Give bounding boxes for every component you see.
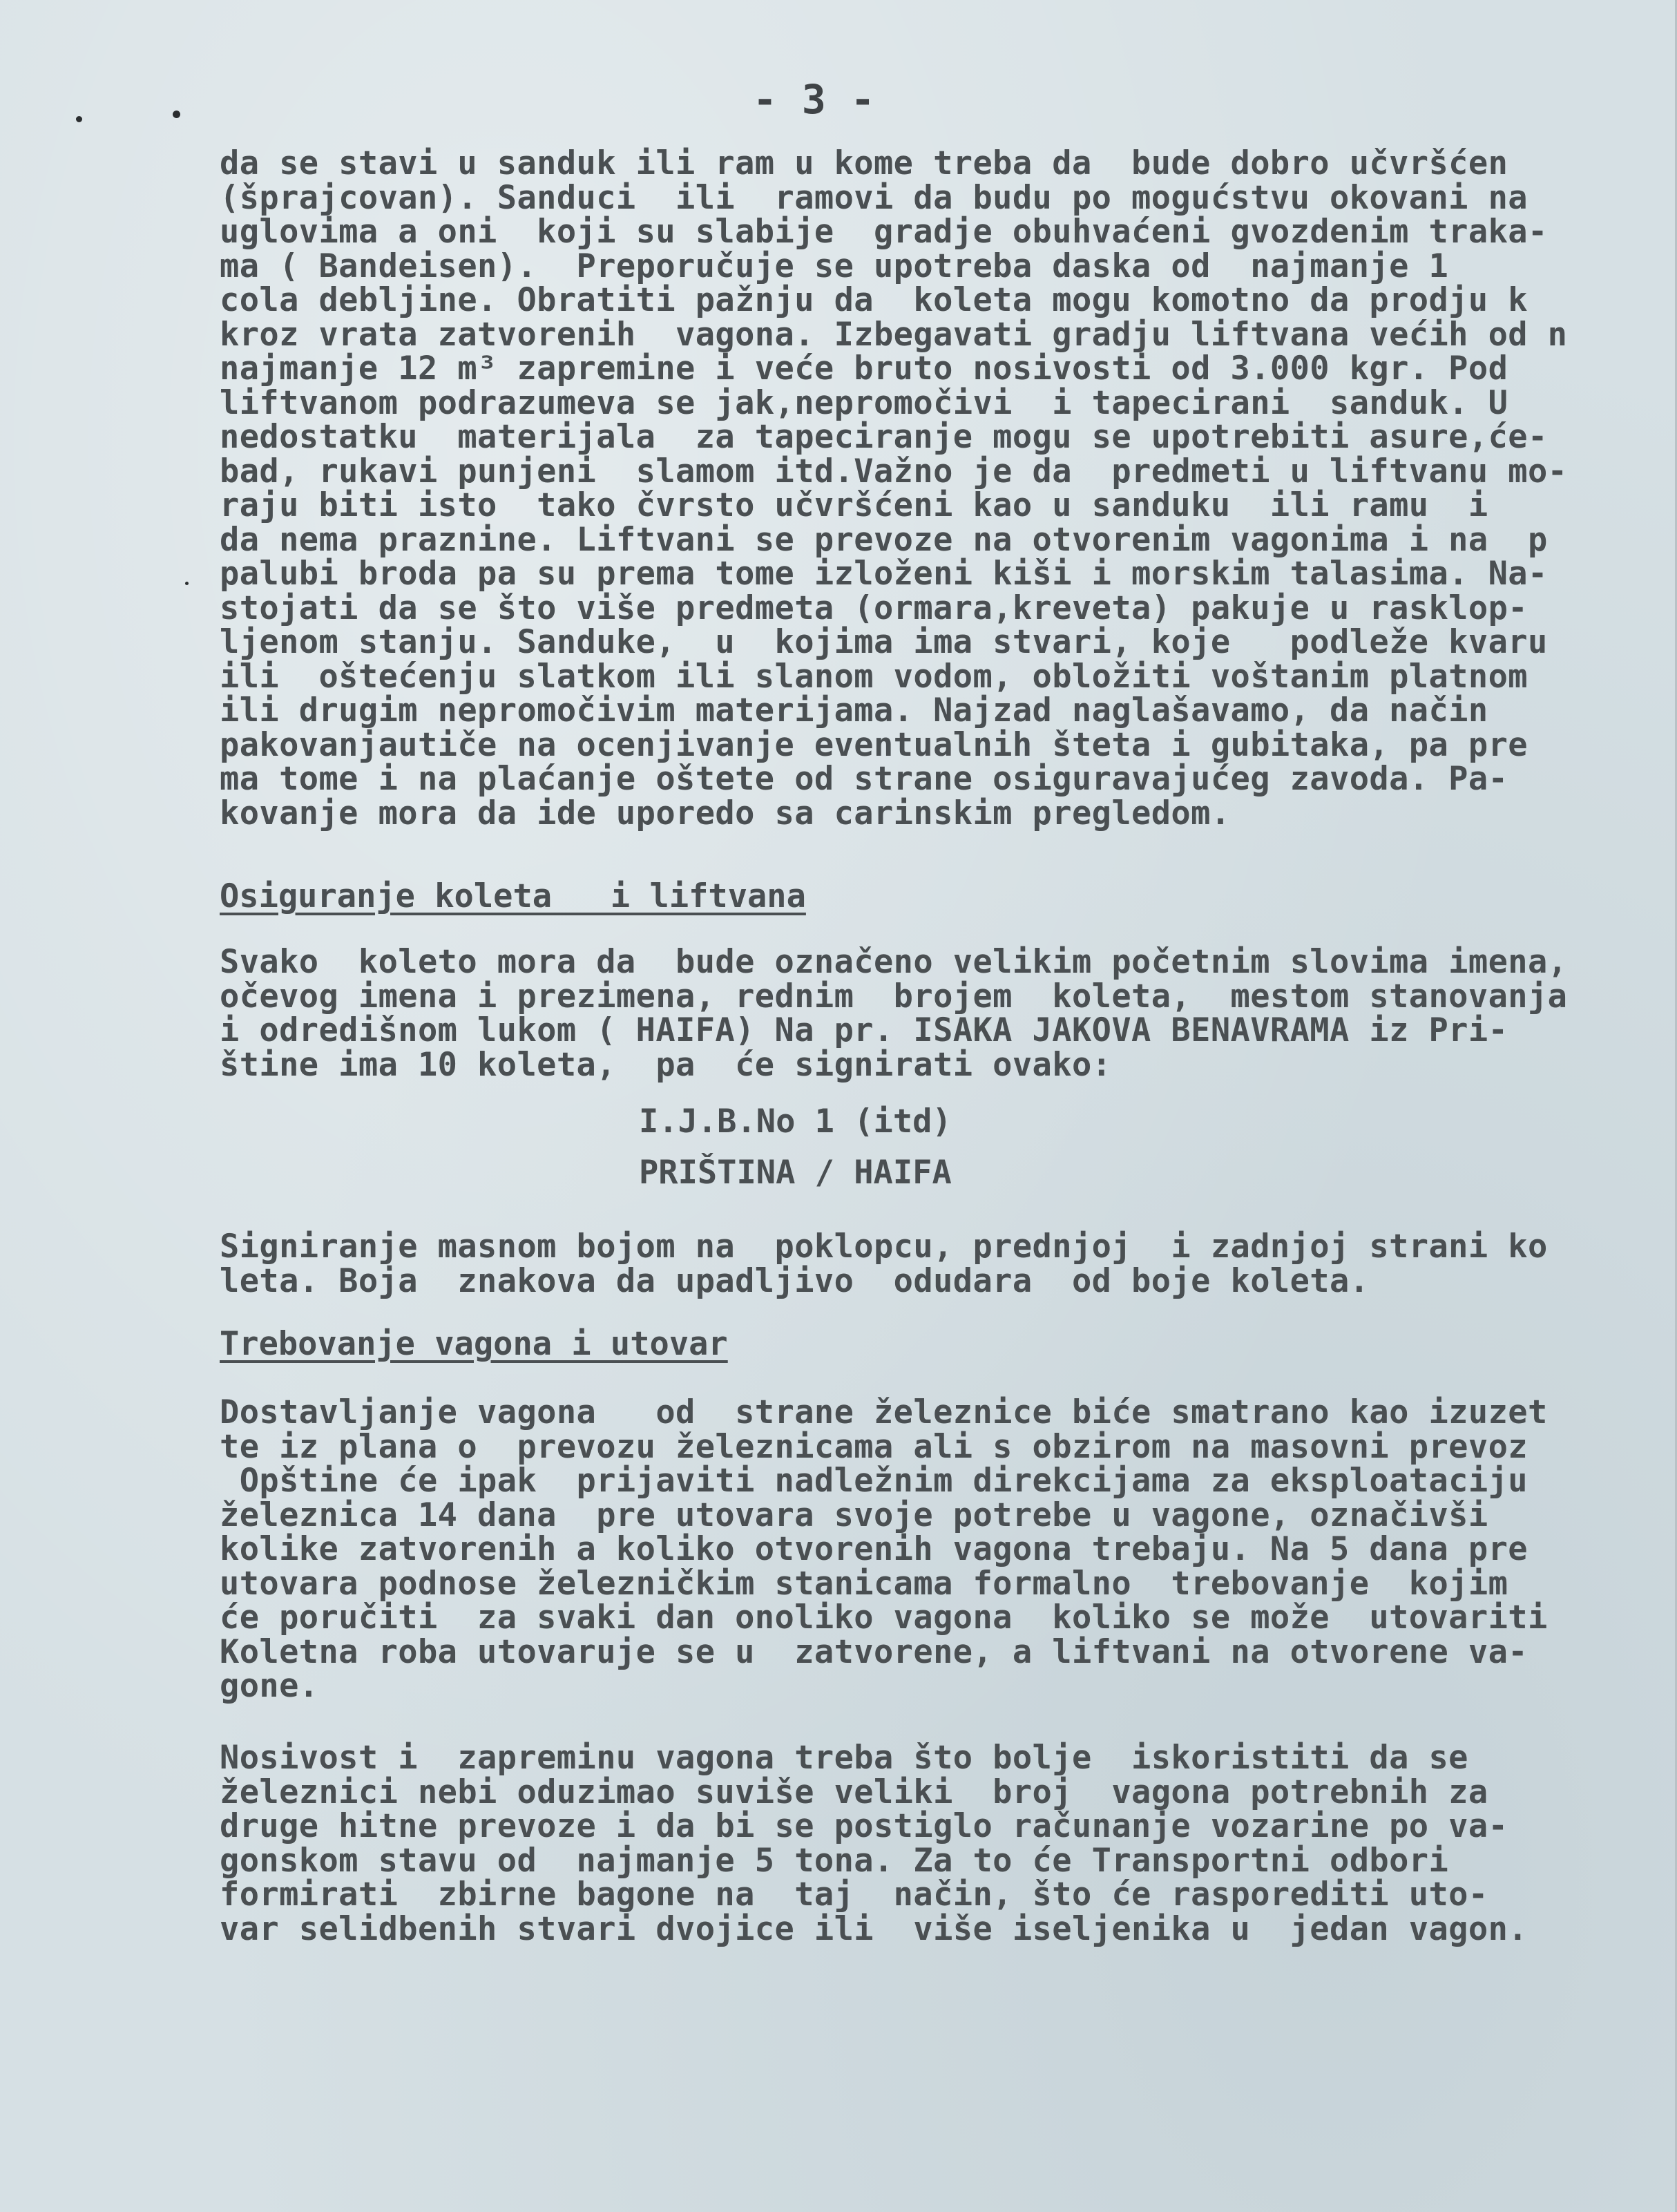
text-line: gonskom stavu od najmanje 5 tona. Za to će Transportni odbori — [220, 1841, 1449, 1880]
page-number: - 3 - — [753, 76, 876, 123]
signature-example-line-2: PRIŠTINA / HAIFA — [639, 1154, 952, 1192]
text-line: železnici nebi oduzimao suviše veliki broj vagona potrebnih za — [220, 1773, 1488, 1811]
text-line: će poručiti za svaki dan onoliko vagona koliko se može utovariti — [220, 1599, 1548, 1637]
text-line: uglovima a oni koji su slabije gradje obuhvaćeni gvozdenim traka- — [220, 213, 1548, 251]
text-line: palubi broda pa su prema tome izloženi kiši i morskim talasima. Na- — [220, 555, 1548, 593]
text-line: leta. Boja znakova da upadljivo odudara od boje koleta. — [220, 1261, 1370, 1300]
paragraph-2 — [220, 945, 1656, 1082]
text-line: i odredišnom lukom ( HAIFA) Na pr. ISAKA JAKOVA BENAVRAMA iz Pri- — [220, 1011, 1508, 1049]
text-line: ljenom stanju. Sanduke, u kojima ima stvari, koje podleže kvaru — [220, 623, 1548, 661]
text-line: železnica 14 dana pre utovara svoje potrebe u vagone, označivši — [220, 1496, 1488, 1534]
paragraph-4 — [220, 1395, 1656, 1704]
text-line: te iz plana o prevozu železnicama ali s obzirom na masovni prevoz — [220, 1427, 1528, 1466]
text-line: štine ima 10 koleta, pa će signirati ovako: — [220, 1045, 1112, 1084]
text-line: ma ( Bandeisen). Preporučuje se upotreba daska od najmanje 1 — [220, 247, 1449, 285]
text-line: kolike zatvorenih a koliko otvorenih vagona trebaju. Na 5 dana pre — [220, 1530, 1528, 1568]
text-line: očevog imena i prezimena, rednim brojem koleta, mestom stanovanja — [220, 977, 1568, 1016]
text-line: Koletna roba utovaruje se u zatvorene, a liftvani na otvorene va- — [220, 1632, 1528, 1671]
text-line: druge hitne prevoze i da bi se postiglo računanje vozarine po va- — [220, 1807, 1508, 1845]
text-line: da se stavi u sanduk ili ram u kome treba da bude dobro učvršćen — [220, 144, 1508, 182]
text-line: Signiranje masnom bojom na poklopcu, prednjoj i zadnjoj strani ko — [220, 1228, 1548, 1266]
scan-speck — [185, 582, 189, 585]
text-line: formirati zbirne bagone na taj način, što će rasporediti uto- — [220, 1876, 1488, 1914]
text-line: gone. — [220, 1667, 319, 1705]
text-line: utovara podnose železničkim stanicama formalno trebovanje kojim — [220, 1564, 1508, 1603]
text-line: najmanje 12 m³ zapremine i veće bruto nosivosti od 3.000 kgr. Pod — [220, 350, 1508, 388]
text-line: ili oštećenju slatkom ili slanom vodom, obložiti voštanim platnom — [220, 657, 1528, 696]
text-line: var selidbenih stvari dvojice ili više iseljenika u jedan vagon. — [220, 1909, 1528, 1948]
text-line: liftvanom podrazumeva se jak,nepromočivi i tapecirani sanduk. U — [220, 383, 1508, 422]
scan-speck — [76, 116, 82, 122]
paragraph-5 — [220, 1741, 1656, 1946]
text-line: (špraјcovan). Sanduci ili ramovi da budu po mogućstvu okovani na — [220, 178, 1528, 217]
paragraph-1 — [220, 146, 1656, 830]
text-line: stojati da se što više predmeta (ormara,kreveta) pakuje u rasklop- — [220, 589, 1528, 627]
signature-example-line-1: I.J.B.No 1 (itd) — [639, 1103, 952, 1141]
text-line: Svako koleto mora da bude označeno velikim početnim slovima imena, — [220, 943, 1568, 981]
text-line: Opštine će ipak prijaviti nadležnim direkcijama za eksploataciju — [220, 1462, 1528, 1500]
text-line: cola debljine. Obratiti pažnju da koleta mogu komotno da prodju k — [220, 281, 1528, 319]
text-line: kroz vrata zatvorenih vagona. Izbegavati gradju liftvana većih od n — [220, 315, 1568, 354]
section-heading-wagons: Trebovanje vagona i utovar — [220, 1325, 728, 1363]
text-line: da nema praznine. Liftvani se prevoze na otvorenim vagonima i na p — [220, 520, 1548, 559]
text-line: pakovanjautiče na ocenjivanje eventualnih šteta i gubitaka, pa pre — [220, 725, 1528, 764]
text-line: ili drugim nepromočivim materijama. Najzad naglašavamo, da način — [220, 692, 1488, 730]
text-line: bad, rukavi punjeni slamom itd.Važno je da predmeti u liftvanu mo- — [220, 452, 1568, 490]
scan-speck — [173, 111, 180, 118]
text-line: nedostatku materijala za tapeciranje mogu se upotrebiti asure,će- — [220, 418, 1548, 456]
text-line: raju biti isto tako čvrsto učvršćeni kao u sanduku ili ramu i — [220, 486, 1488, 524]
text-line: Nosivost i zapreminu vagona treba što bolje iskoristiti da se — [220, 1739, 1468, 1777]
text-line: Dostavljanje vagona od strane železnice biće smatrano kao izuzet — [220, 1393, 1548, 1431]
paragraph-3 — [220, 1230, 1656, 1298]
text-line: kovanje mora da ide uporedo sa carinskim pregledom. — [220, 794, 1231, 832]
section-heading-insurance: Osiguranje koleta i liftvana — [220, 877, 806, 915]
text-line: ma tome i na plaćanje oštete od strane osiguravajućeg zavoda. Pa- — [220, 760, 1508, 798]
